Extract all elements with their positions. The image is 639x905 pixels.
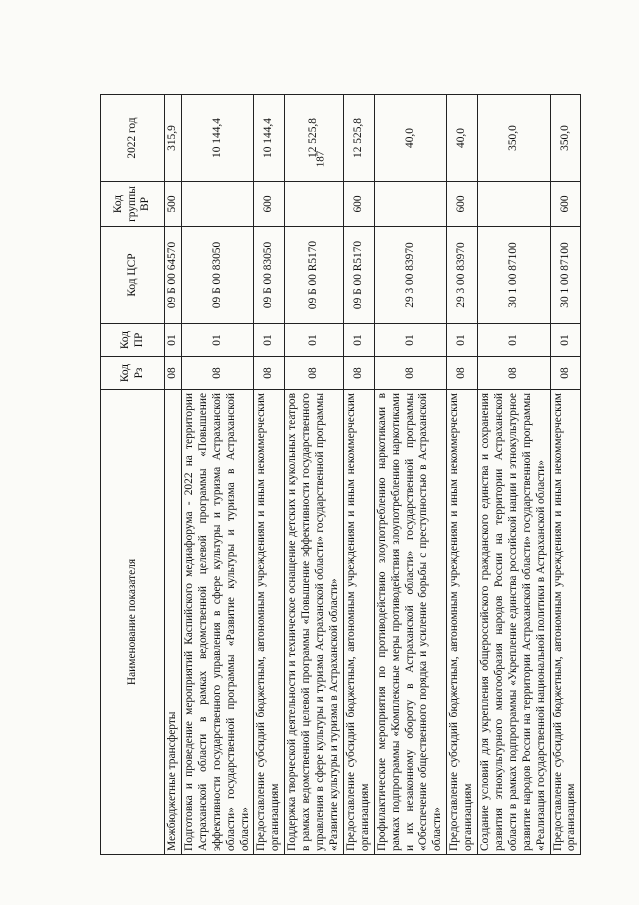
cell-vr: 600 [254, 182, 285, 227]
cell-value: 12 525,8 [343, 95, 374, 182]
cell-rz: 08 [478, 357, 551, 390]
cell-csr: 30 1 00 87100 [478, 227, 551, 324]
cell-rz: 08 [181, 357, 254, 390]
cell-name: Подготовка и проведение мероприятий Каспийского медиафорума - 2022 на территории Астраханской области в рамках ведомственной целевой программы «Повышение эффективности государственного управления в сфере культуры и туризма Астраханской области» государственной программы «Развитие культуры и туризма в Астраханской области» [181, 390, 254, 855]
cell-pr: 01 [550, 324, 581, 357]
cell-csr: 29 3 00 83970 [374, 227, 447, 324]
table-row [165, 95, 182, 855]
cell-rz: 08 [550, 357, 581, 390]
cell-csr: 29 3 00 83970 [447, 227, 478, 324]
cell-value: 40,0 [374, 95, 447, 182]
cell-vr [374, 182, 447, 227]
table-row [285, 95, 344, 855]
cell-rz: 08 [343, 357, 374, 390]
cell-value: 350,0 [550, 95, 581, 182]
cell-name: Профилактические мероприятия по противодействию злоупотреблению наркотиками в рамках подпрограммы «Комплексные меры противодействия злоупотреблению наркотиками и их незаконному обороту в Астраханской области» государственной программы «Обеспечение общественного порядка и усиление борьбы с преступностью в Астраханской области» [374, 390, 447, 855]
cell-value: 10 144,4 [181, 95, 254, 182]
cell-pr: 01 [181, 324, 254, 357]
cell-csr: 09 Б 00 R5170 [343, 227, 374, 324]
cell-vr [478, 182, 551, 227]
cell-vr: 500 [165, 182, 182, 227]
table-row [374, 95, 447, 855]
budget-table-rotated [100, 95, 578, 855]
cell-vr [285, 182, 344, 227]
cell-pr: 01 [285, 324, 344, 357]
header-pr: Код ПР [101, 324, 165, 357]
cell-name: Создание условий для укрепления общероссийского гражданского единства и сохранения развития этнокультурного многообразия народов России на территории Астраханской области в рамках подпрограммы «Укрепление единства российской нации и этнокультурное развитие народов России на территории Астраханской области» государственной программы «Реализация государственной национальной политики в Астраханской области» [478, 390, 551, 855]
cell-rz: 08 [374, 357, 447, 390]
header-row [101, 95, 165, 855]
cell-value: 40,0 [447, 95, 478, 182]
cell-pr: 01 [374, 324, 447, 357]
header-rz: Код Рз [101, 357, 165, 390]
header-csr: Код ЦСР [101, 227, 165, 324]
cell-csr: 30 1 00 87100 [550, 227, 581, 324]
cell-vr: 600 [550, 182, 581, 227]
cell-name: Предоставление субсидий бюджетным, автономным учреждениям и иным некоммерческим организациям [343, 390, 374, 855]
cell-value: 12 525,8 [285, 95, 344, 182]
header-year: 2022 год [101, 95, 165, 182]
cell-rz: 08 [285, 357, 344, 390]
cell-name: Предоставление субсидий бюджетным, автономным учреждениям и иным некоммерческим организациям [550, 390, 581, 855]
cell-csr: 09 Б 00 64570 [165, 227, 182, 324]
cell-name: Предоставление субсидий бюджетным, автономным учреждениям и иным некоммерческим организациям [447, 390, 478, 855]
table-row [181, 95, 254, 855]
cell-pr: 01 [254, 324, 285, 357]
cell-vr [181, 182, 254, 227]
table-row [447, 95, 478, 855]
cell-pr: 01 [165, 324, 182, 357]
cell-vr: 600 [447, 182, 478, 227]
cell-csr: 09 Б 00 83050 [254, 227, 285, 324]
cell-name: Межбюджетные трансферты [165, 390, 182, 855]
cell-csr: 09 Б 00 R5170 [285, 227, 344, 324]
table-row [254, 95, 285, 855]
cell-vr: 600 [343, 182, 374, 227]
cell-name: Предоставление субсидий бюджетным, автономным учреждениям и иным некоммерческим организациям [254, 390, 285, 855]
header-name: Наименование показателя [101, 390, 165, 855]
cell-rz: 08 [447, 357, 478, 390]
page-number: 187 [314, 150, 327, 168]
cell-pr: 01 [478, 324, 551, 357]
cell-value: 350,0 [478, 95, 551, 182]
cell-pr: 01 [447, 324, 478, 357]
cell-rz: 08 [165, 357, 182, 390]
table-row [343, 95, 374, 855]
table-row [478, 95, 551, 855]
table-row [550, 95, 581, 855]
cell-csr: 09 Б 00 83050 [181, 227, 254, 324]
cell-rz: 08 [254, 357, 285, 390]
cell-value: 10 144,4 [254, 95, 285, 182]
cell-name: Поддержка творческой деятельности и техническое оснащение детских и кукольных театров в рамках ведомственной целевой программы «Повышение эффективности государственного управления в сфере культуры и туризма Астраханской области» государственной программы «Развитие культуры и туризма в Астраханской области» [285, 390, 344, 855]
cell-value: 315,9 [165, 95, 182, 182]
header-vr: Код группы ВР [101, 182, 165, 227]
cell-pr: 01 [343, 324, 374, 357]
budget-table [100, 94, 581, 855]
